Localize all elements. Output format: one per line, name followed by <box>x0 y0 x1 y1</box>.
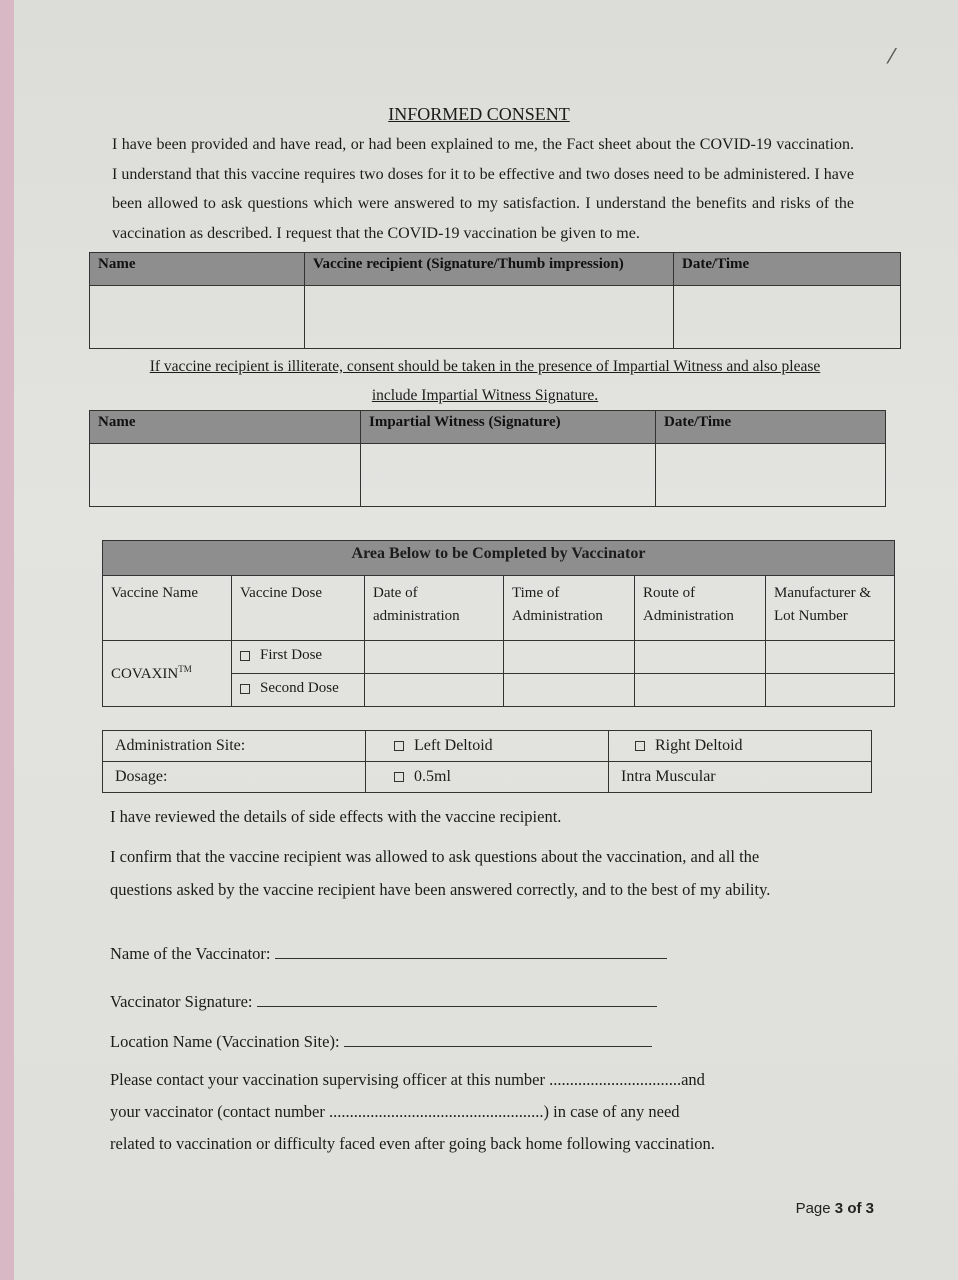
vaccine-name-cell: COVAXIN™ <box>103 641 232 707</box>
site-dosage-table <box>102 730 872 793</box>
vaccinator-name-line[interactable] <box>275 946 667 959</box>
vaccinator-table <box>102 540 895 707</box>
area-title: Area Below to be Completed by Vaccinator <box>103 541 895 576</box>
location-field: Location Name (Vaccination Site): <box>110 1032 652 1052</box>
location-line[interactable] <box>344 1034 652 1047</box>
name-header: Name <box>90 253 305 286</box>
checkbox-icon[interactable] <box>635 741 645 751</box>
name-cell[interactable] <box>90 286 305 349</box>
contact-paragraph: Please contact your vaccination supervising officer at this number ................................and your vaccinator (contact number ....................................................) in case of any need related to vaccination or difficulty faced even after going back home following vaccination. <box>110 1070 715 1153</box>
col-vaccine-dose: Vaccine Dose <box>232 576 365 641</box>
time-cell[interactable] <box>504 674 635 707</box>
signature-cell[interactable] <box>361 444 656 507</box>
checkbox-icon[interactable] <box>240 651 250 661</box>
witness-signature-header: Impartial Witness (Signature) <box>361 411 656 444</box>
second-dose-option[interactable]: Second Dose <box>232 674 365 707</box>
dosage-option[interactable]: 0.5ml <box>366 762 609 793</box>
name-header: Name <box>90 411 361 444</box>
recipient-signature-header: Vaccine recipient (Signature/Thumb impression) <box>305 253 674 286</box>
lot-cell[interactable] <box>766 641 895 674</box>
witness-signature-table <box>89 410 886 507</box>
date-cell[interactable] <box>365 674 504 707</box>
pen-mark: ⁄ <box>890 44 894 68</box>
lot-cell[interactable] <box>766 674 895 707</box>
checkbox-icon[interactable] <box>240 684 250 694</box>
col-date: Date of administration <box>365 576 504 641</box>
checkbox-icon[interactable] <box>394 741 404 751</box>
right-deltoid-option[interactable]: Right Deltoid <box>609 731 872 762</box>
page-title: INFORMED CONSENT <box>388 104 570 124</box>
reviewed-statement: I have reviewed the details of side effects with the vaccine recipient. <box>110 807 562 826</box>
dosage-label: Dosage: <box>103 762 366 793</box>
first-dose-option[interactable]: First Dose <box>232 641 365 674</box>
datetime-header: Date/Time <box>656 411 886 444</box>
page-number: Page 3 of 3 <box>795 1200 874 1217</box>
witness-note: If vaccine recipient is illiterate, consent should be taken in the presence of Impartial Witness and also please include Impartial Witness Signature. <box>149 358 821 404</box>
route-cell[interactable] <box>635 674 766 707</box>
vaccinator-signature-field: Vaccinator Signature: <box>110 992 657 1012</box>
col-manufacturer: Manufacturer & Lot Number <box>766 576 895 641</box>
datetime-header: Date/Time <box>674 253 901 286</box>
col-route: Route of Administration <box>635 576 766 641</box>
site-label: Administration Site: <box>103 731 366 762</box>
signature-cell[interactable] <box>305 286 674 349</box>
col-time: Time of Administration <box>504 576 635 641</box>
date-cell[interactable] <box>365 641 504 674</box>
route-cell[interactable] <box>635 641 766 674</box>
left-deltoid-option[interactable]: Left Deltoid <box>366 731 609 762</box>
consent-paragraph: I have been provided and have read, or had been explained to me, the Fact sheet about the COVID-19 vaccination. I understand that this vaccine requires two doses for it to be effective and two doses need to be administered. I have been allowed to ask questions which were answered to my satisfaction. I understand the benefits and risks of the vaccination as described. I request that the COVID-19 vaccination be given to me. <box>112 136 854 242</box>
col-vaccine-name: Vaccine Name <box>103 576 232 641</box>
recipient-signature-table <box>89 252 901 349</box>
route-value: Intra Muscular <box>609 762 872 793</box>
time-cell[interactable] <box>504 641 635 674</box>
checkbox-icon[interactable] <box>394 772 404 782</box>
datetime-cell[interactable] <box>674 286 901 349</box>
datetime-cell[interactable] <box>656 444 886 507</box>
vaccinator-name-field: Name of the Vaccinator: <box>110 944 667 964</box>
vaccinator-signature-line[interactable] <box>257 994 657 1007</box>
confirm-statement: I confirm that the vaccine recipient was allowed to ask questions about the vaccination, and all the questions asked by the vaccine recipient have been answered correctly, and to the best of my ability. <box>110 847 771 899</box>
name-cell[interactable] <box>90 444 361 507</box>
